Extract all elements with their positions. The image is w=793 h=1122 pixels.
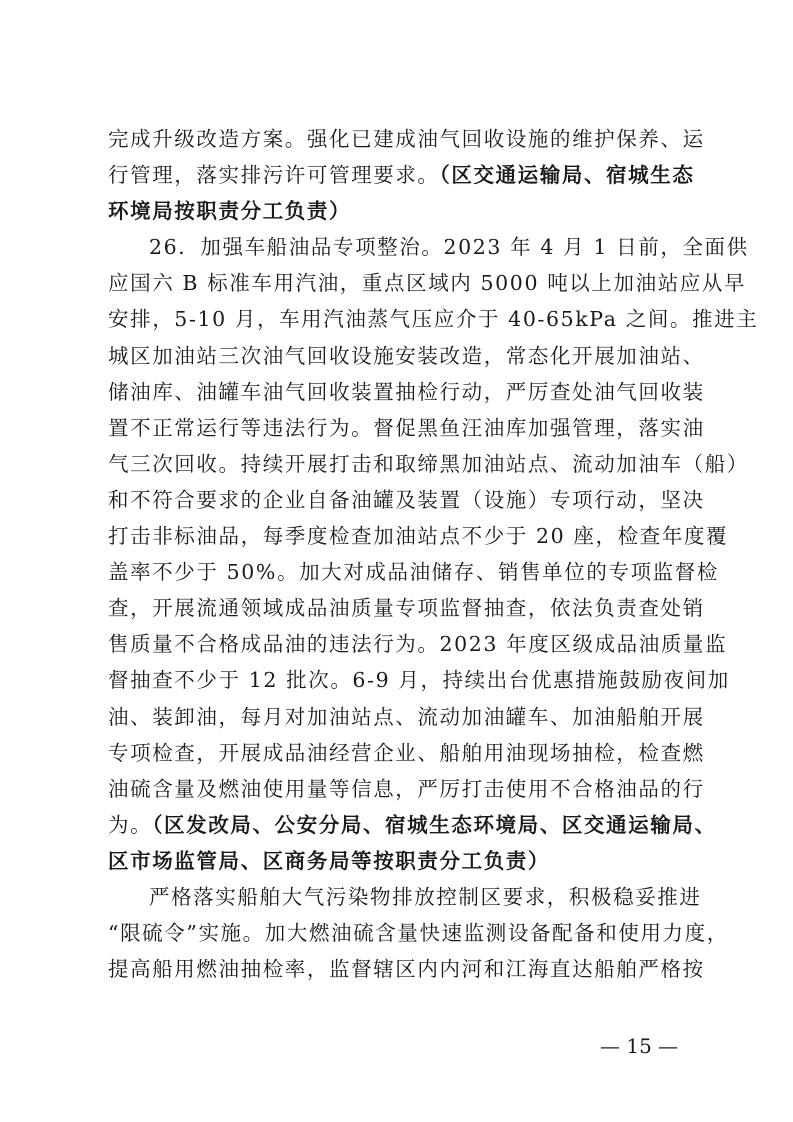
text-line: “限硫令”实施。加大燃油硫含量快速监测设备配备和使用力度， <box>108 921 729 946</box>
text-line: 城区加油站三次油气回收设施安装改造，常态化开展加油站、 <box>108 343 705 368</box>
text-line: 盖率不少于 50%。加大对成品油储存、销售单位的专项监督检 <box>108 560 719 585</box>
text-line: 售质量不合格成品油的违法行为。2023 年度区级成品油质量监 <box>108 632 728 657</box>
text-line: 油硫含量及燃油使用量等信息，严厉打击使用不合格油品的行 <box>108 776 705 801</box>
text-line: 应国六 B 标准车用汽油，重点区域内 5000 吨以上加油站应从早 <box>108 271 747 296</box>
responsible-agencies: 区市场监管局、区商务局等按职责分工负责） <box>108 848 550 873</box>
text-line <box>108 807 717 843</box>
paragraph-3 <box>108 879 729 987</box>
text-line: 安排，5-10 月，车用汽油蒸气压应介于 40-65kPa 之间。推进主 <box>108 307 759 332</box>
paragraph-26 <box>108 229 759 879</box>
text-line: 油、装卸油，每月对加油站点、流动加油罐车、加油船舶开展 <box>108 704 705 729</box>
page-number: — 15 — <box>600 1034 679 1058</box>
paragraph-1 <box>108 121 705 229</box>
responsible-agencies: （区交通运输局、宿城生态 <box>439 163 695 188</box>
text-line: 26．加强车船油品专项整治。2023 年 4 月 1 日前，全面供 <box>149 235 749 260</box>
text-line: 专项检查，开展成品油经营企业、船舶用油现场抽检，检查燃 <box>108 740 705 765</box>
text-line: 完成升级改造方案。强化已建成油气回收设施的维护保养、运 <box>108 127 705 151</box>
text-line: 气三次回收。持续开展打击和取缔黑加油站点、流动加油车（船） <box>108 451 749 476</box>
text-line: 提高船用燃油抽检率，监督辖区内内河和江海直达船舶严格按 <box>108 957 705 982</box>
text-line: 督抽查不少于 12 批次。6-9 月，持续出台优惠措施鼓励夜间加 <box>108 668 730 693</box>
responsible-agencies: 环境局按职责分工负责） <box>108 199 352 224</box>
text-line: 查，开展流通领域成品油质量专项监督抽查，依法负责查处销 <box>108 596 705 621</box>
text-line: 严格落实船舶大气污染物排放控制区要求，积极稳妥推进 <box>149 884 702 909</box>
text-line: 打击非标油品，每季度检查加油站点不少于 20 座，检查年度覆 <box>108 524 729 549</box>
body-text <box>108 121 759 987</box>
text-line <box>108 157 695 193</box>
text-line: 置不正常运行等违法行为。督促黑鱼汪油库加强管理，落实油 <box>108 415 705 440</box>
text-segment: 为。 <box>108 812 153 837</box>
responsible-agencies: （区发改局、公安分局、宿城生态环境局、区交通运输局、 <box>152 812 717 837</box>
text-segment: 行管理，落实排污许可管理要求。 <box>108 163 440 188</box>
text-line: 和不符合要求的企业自备油罐及装置（设施）专项行动，坚决 <box>108 487 705 512</box>
text-line: 储油库、油罐车油气回收装置抽检行动，严厉查处油气回收装 <box>108 379 705 404</box>
